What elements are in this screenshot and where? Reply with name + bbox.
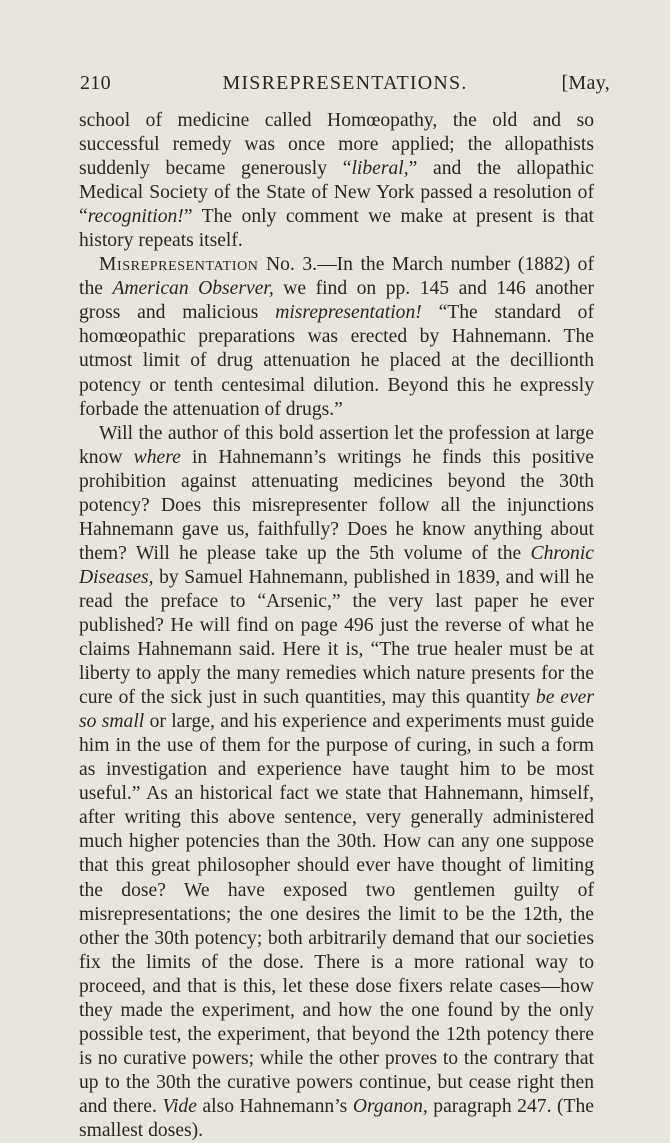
paragraph-3-text-1: Will the author of this bold assertion let the profession at large know xyxy=(79,422,594,468)
paragraph-1-text-2: ” and the allopathic Medical Society of the State of New York passed a resolution of “ xyxy=(79,158,594,228)
paragraph-2-text-1: No. 3.—In the March number (1882) of the xyxy=(79,254,594,300)
paragraph-2 xyxy=(79,253,594,421)
body-text xyxy=(79,109,594,1143)
paragraph-3-italic-organon: Organon, xyxy=(352,1095,428,1117)
paragraph-2-italic-misrepresentation: misrepresentation! xyxy=(275,302,422,324)
paragraph-2-lead: Misrepresentation xyxy=(99,254,259,276)
paragraph-1 xyxy=(79,109,594,253)
paragraph-3-italic-vide: Vide xyxy=(162,1095,197,1117)
header-date: [May, xyxy=(561,72,610,94)
paragraph-3-text-2: in Hahnemann’s writings he finds this positive prohibition against attenuating medicines beyond the 30th potency? Does this misrepresenter follow all the injunctions Hahnemann gave us, faithfully? Does he know anything about them? Will he please take up the 5th volume of the xyxy=(79,446,594,564)
paragraph-2-text-2: we find on pp. 145 and 146 another gross and malicious xyxy=(79,278,594,324)
paragraph-1-text-1: school of medicine called Homœopathy, the old and so successful remedy was once more applied; the allopathists suddenly became generously “ xyxy=(79,110,594,180)
paragraph-1-italic-liberal: liberal, xyxy=(351,158,409,180)
paragraph-3-italic-where: where xyxy=(133,446,181,468)
paragraph-1-text-3: ” The only comment we make at present is that history repeats itself. xyxy=(79,206,594,252)
paragraph-3-italic-chronic-diseases: Chronic Diseases, xyxy=(79,542,594,588)
paragraph-3-text-3: by Samuel Hahnemann, published in 1839, and will he read the preface to “Arsenic,” the very last paper he ever published? He will find on page 496 just the reverse of what he claims Hahnemann said. Here it is, “The true healer must be at liberty to apply the many remedies which nature presents for the cure of the sick just in such quantities, may this quantity xyxy=(79,566,594,709)
paragraph-3-text-4: or large, and his experience and experiments must guide him in the use of them for the purpose of curing, in such a form as investigation and experience have taught him to be most useful.” As an historical fact we state that Hahnemann, himself, after writing this above sentence, very generally administered much higher potencies than the 30th. How can any one suppose that this great philosopher should ever have thought of limiting the dose? We have exposed two gentlemen guilty of misrepresentations; the one desires the limit to be the 12th, the other the 30th potency; both arbitrarily demand that our societies fix the limits of the dose. There is a more rational way to proceed, and that is this, let these dose fixers relate cases—how they made the experiment, and how the one found by the only possible test, the experiment, that beyond the 12th potency there is no curative powers; while the other proves to the contrary that up to the 30th the curative powers continue, but cease right then and there. xyxy=(79,711,595,1117)
paragraph-3-italic-ever-so-small: be ever so small xyxy=(79,687,595,733)
running-title: MISREPRESENTATIONS. xyxy=(222,72,468,94)
page-number: 210 xyxy=(80,72,111,94)
running-header xyxy=(80,72,610,98)
paragraph-3-text-5: also Hahnemann’s xyxy=(196,1095,353,1117)
paragraph-1-italic-recognition: recognition! xyxy=(87,206,184,228)
paragraph-2-text-3: “The standard of homœopathic preparations was erected by Hahnemann. The utmost limit of drug attenuation he placed at the decillionth potency or tenth centesimal dilution. Beyond this he expressly forbade the attenuation of drugs.” xyxy=(79,302,594,420)
paragraph-2-italic-journal: American Observer, xyxy=(112,278,274,300)
paragraph-3 xyxy=(79,422,594,1143)
paragraph-3-text-6: paragraph 247. (The smallest doses). xyxy=(79,1095,594,1141)
